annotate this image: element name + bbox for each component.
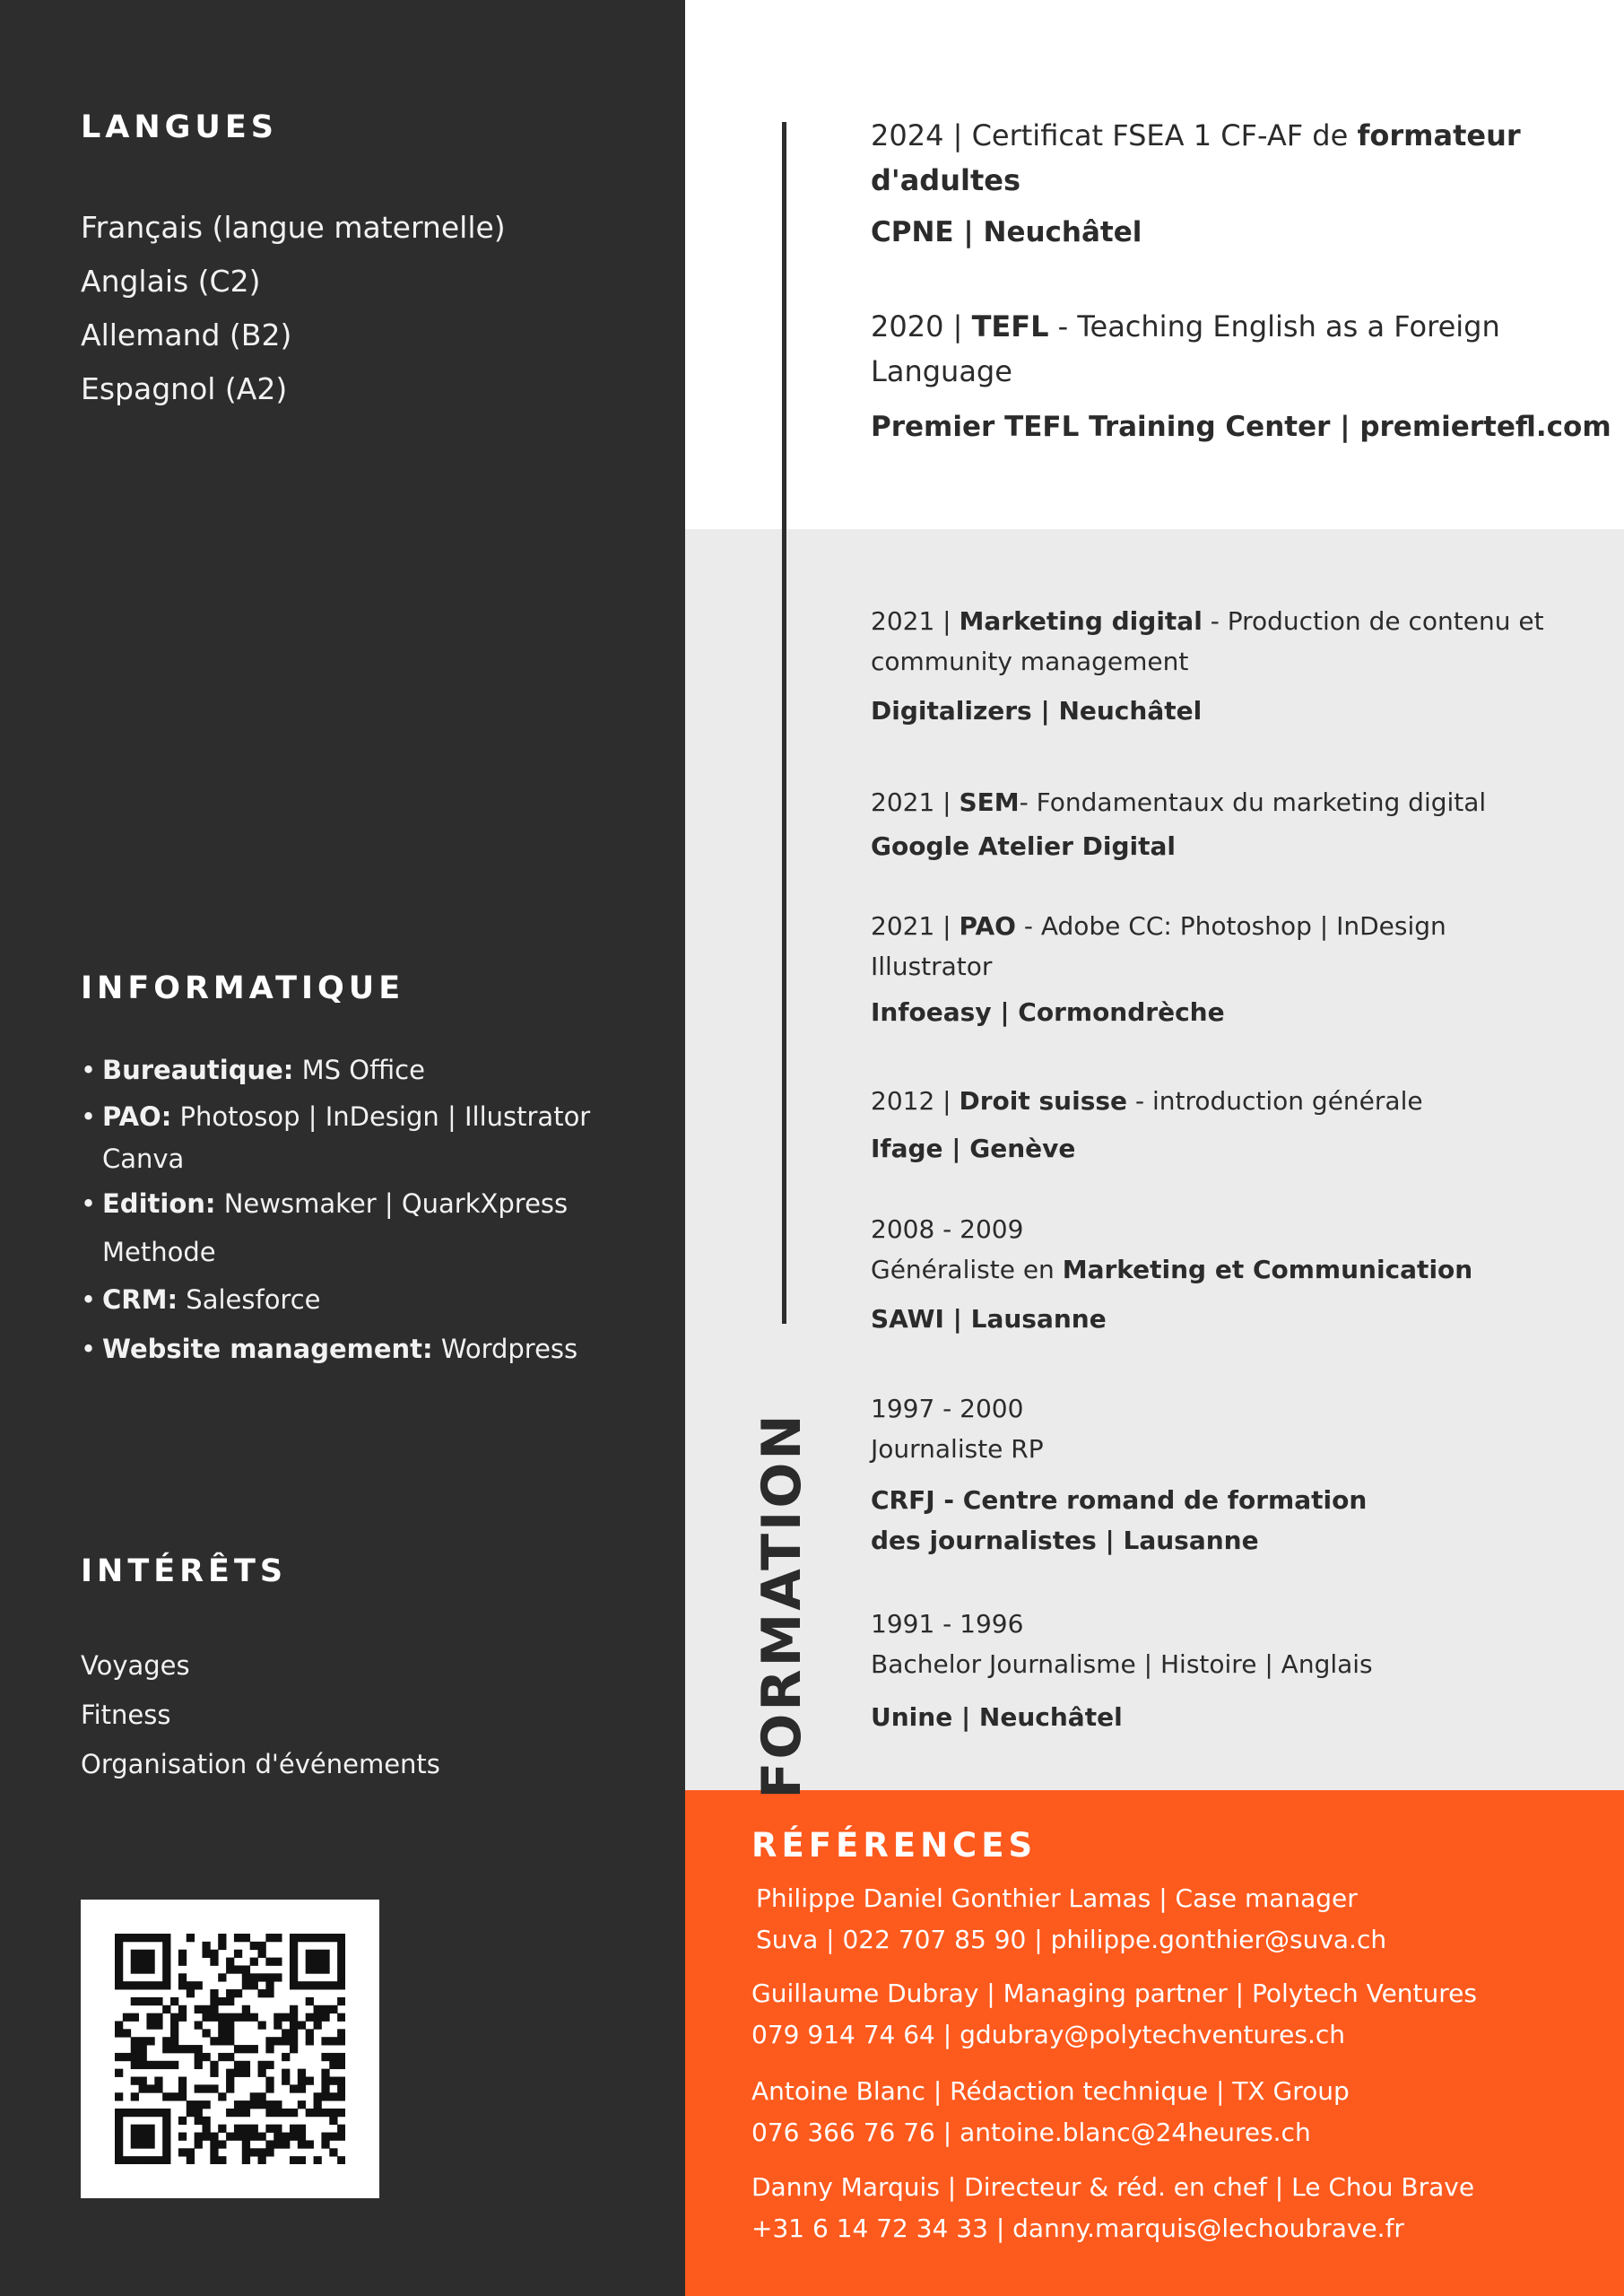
entry-highlight: Droit suisse: [959, 1086, 1128, 1116]
interet-item: Fitness: [81, 1700, 171, 1730]
entry-text: 2021 |: [871, 911, 960, 941]
timeline-line: [782, 122, 786, 1324]
skill-label: Website management:: [102, 1334, 433, 1364]
entry-text: - Adobe CC: Photoshop | InDesign: [1015, 911, 1446, 941]
skill-label: CRM:: [102, 1284, 178, 1315]
reference-contact[interactable]: 076 366 76 76 | antoine.blanc@24heures.ch: [751, 2118, 1311, 2147]
entry-text: Bachelor Journalisme | Histoire | Anglais: [871, 1649, 1373, 1679]
informatique-list: [81, 1048, 637, 1371]
entry-text: 2021 |: [871, 787, 960, 817]
formation-entry: [871, 782, 1570, 866]
entry-text: 2008 - 2009: [871, 1214, 1024, 1244]
interets-heading: INTÉRÊTS: [81, 1553, 288, 1589]
entry-institution: Premier TEFL Training Center | premiertefl.com: [871, 411, 1611, 443]
entry-institution: SAWI | Lausanne: [871, 1304, 1107, 1334]
entry-text: - Production de contenu et: [1202, 606, 1544, 636]
formation-entry: [871, 1388, 1570, 1561]
entry-highlight: Marketing et Communication: [1062, 1255, 1473, 1284]
formation-entry: [871, 1604, 1570, 1737]
skill-label: Bureautique:: [102, 1055, 294, 1085]
skill-text: MS Office: [301, 1055, 425, 1085]
entry-text: 2021 |: [871, 606, 960, 636]
informatique-heading: INFORMATIQUE: [81, 970, 405, 1006]
bullet-icon: •: [81, 1188, 97, 1219]
langue-item: Français (langue maternelle): [81, 210, 506, 245]
qr-code-icon: [115, 1934, 345, 2164]
langue-item: Anglais (C2): [81, 264, 261, 299]
qr-code[interactable]: [81, 1900, 379, 2198]
skill-text: Wordpress: [440, 1334, 578, 1364]
formation-entry: [871, 601, 1570, 731]
interet-item: Voyages: [81, 1650, 190, 1681]
entry-text: - Teaching English as a Foreign: [1048, 309, 1500, 344]
entry-text: Language: [871, 354, 1012, 388]
bullet-icon: •: [81, 1284, 97, 1315]
entry-institution: Ifage | Genève: [871, 1134, 1076, 1163]
skill-text: Newsmaker | QuarkXpress: [223, 1188, 569, 1219]
entry-text: 1991 - 1996: [871, 1609, 1024, 1639]
langues-heading: LANGUES: [81, 109, 278, 145]
informatique-item: [81, 1181, 637, 1274]
langue-item: Espagnol (A2): [81, 371, 288, 406]
entry-text: 2020 |: [871, 309, 972, 344]
formation-heading: FORMATION: [751, 1412, 813, 1799]
entry-text: 1997 - 2000: [871, 1394, 1024, 1423]
reference-item: [756, 1878, 1608, 1961]
skill-label: PAO:: [102, 1101, 172, 1132]
bullet-icon: •: [81, 1101, 97, 1132]
formation-entry: [871, 113, 1570, 255]
reference-contact[interactable]: 079 914 74 64 | gdubray@polytechventures.ch: [751, 2020, 1346, 2049]
interets-list: [81, 1641, 440, 1789]
skill-text-continued: Canva: [102, 1144, 185, 1174]
reference-item: [751, 1973, 1603, 2056]
entry-text: 2012 |: [871, 1086, 960, 1116]
entry-highlight: TEFL: [971, 309, 1049, 344]
interet-item: Organisation d'événements: [81, 1749, 440, 1779]
entry-text: - Fondamentaux du marketing digital: [1019, 787, 1487, 817]
informatique-item: [81, 1277, 637, 1322]
reference-item: [751, 2071, 1603, 2153]
langue-item: Allemand (B2): [81, 317, 292, 352]
entry-text: community management: [871, 647, 1189, 676]
entry-institution: Google Atelier Digital: [871, 831, 1176, 861]
reference-name: Danny Marquis | Directeur & réd. en chef | Le Chou Brave: [751, 2172, 1475, 2202]
langues-list: [81, 201, 506, 416]
skill-text: Photosop | InDesign | Illustrator: [179, 1101, 591, 1132]
entry-highlight: PAO: [959, 911, 1016, 941]
entry-text: Journaliste RP: [871, 1434, 1044, 1464]
reference-name: Guillaume Dubray | Managing partner | Polytech Ventures: [751, 1979, 1477, 2008]
skill-text: Salesforce: [186, 1284, 321, 1315]
bullet-icon: •: [81, 1055, 97, 1085]
entry-text: - introduction générale: [1127, 1086, 1423, 1116]
formation-entry: [871, 1209, 1570, 1339]
bullet-icon: •: [81, 1334, 97, 1364]
reference-name: Philippe Daniel Gonthier Lamas | Case manager: [756, 1883, 1358, 1913]
informatique-item: [81, 1094, 637, 1181]
entry-institution: des journalistes | Lausanne: [871, 1526, 1259, 1555]
references-heading: RÉFÉRENCES: [751, 1826, 1038, 1865]
entry-institution: Unine | Neuchâtel: [871, 1702, 1123, 1732]
entry-highlight: formateur: [1357, 118, 1521, 152]
entry-text: Généraliste en: [871, 1255, 1063, 1284]
entry-highlight: d'adultes: [871, 163, 1020, 197]
reference-contact[interactable]: +31 6 14 72 34 33 | danny.marquis@lechoubrave.fr: [751, 2213, 1404, 2243]
reference-name: Antoine Blanc | Rédaction technique | TX Group: [751, 2076, 1350, 2106]
entry-institution: Infoeasy | Cormondrèche: [871, 997, 1225, 1027]
entry-institution: CPNE | Neuchâtel: [871, 216, 1142, 248]
entry-text: 2024 | Certificat FSEA 1 CF-AF de: [871, 118, 1358, 152]
left-sidebar: [0, 0, 685, 2296]
reference-contact[interactable]: Suva | 022 707 85 90 | philippe.gonthier@suva.ch: [756, 1925, 1387, 1954]
entry-highlight: Marketing digital: [959, 606, 1203, 636]
skill-text-continued: Methode: [102, 1237, 216, 1267]
entry-text: Illustrator: [871, 952, 993, 981]
informatique-item: [81, 1048, 637, 1092]
formation-top-panel: [685, 0, 1624, 529]
formation-entry: [871, 906, 1570, 1032]
entry-highlight: SEM: [959, 787, 1020, 817]
informatique-item: [81, 1326, 637, 1371]
formation-entry: [871, 304, 1611, 449]
formation-entry: [871, 1081, 1570, 1169]
skill-label: Edition:: [102, 1188, 216, 1219]
entry-institution: Digitalizers | Neuchâtel: [871, 696, 1203, 726]
reference-item: [751, 2167, 1603, 2249]
entry-institution: CRFJ - Centre romand de formation: [871, 1485, 1368, 1515]
